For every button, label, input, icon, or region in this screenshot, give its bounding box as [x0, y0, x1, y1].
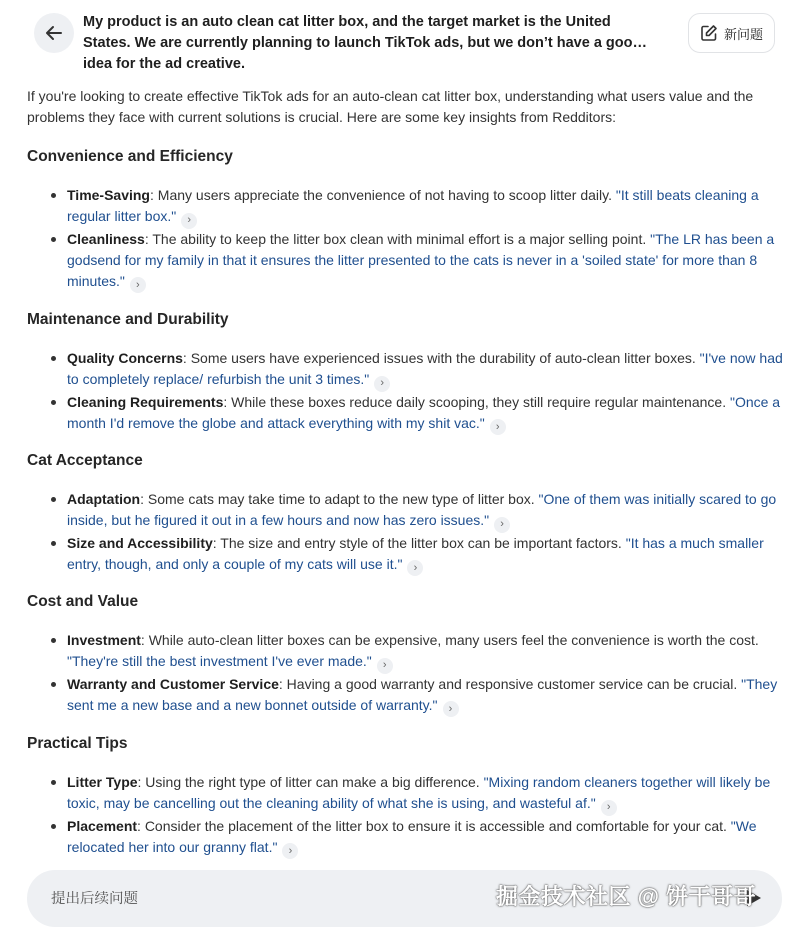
insight-item [27, 674, 787, 718]
new-question-label: 新问题 [723, 26, 763, 42]
section [27, 147, 787, 293]
section-title: Cost and Value [27, 593, 139, 610]
insight-item [27, 229, 787, 294]
question-title: My product is an auto clean cat litter box, and the target market is the United States. We are currently planning to launch TikTok ads, but we don’t have a good idea for the ad creative. [83, 14, 642, 72]
chevron-right-icon[interactable]: › [490, 419, 506, 435]
insight-text: : Using the right type of litter can make a big difference. [137, 774, 484, 790]
section-title: Cat Acceptance [27, 452, 143, 469]
insight-item [27, 630, 787, 674]
insight-item [27, 533, 787, 577]
watermark: 掘金技术社区 @ 饼干哥哥 [496, 884, 757, 909]
insight-term: Investment [67, 632, 141, 648]
insight-text: : Having a good warranty and responsive customer service can be crucial. [278, 675, 742, 692]
section [27, 734, 787, 859]
reddit-quote: "I've now had to completely replace/ refurbish the unit 3 times." [67, 350, 783, 387]
insight-text: : Consider the placement of the litter box to ensure it is accessible and comfortable for your cat. [137, 817, 731, 834]
chevron-right-icon[interactable]: › [377, 658, 393, 674]
insight-list [27, 489, 787, 576]
section [27, 451, 787, 576]
insight-list [27, 630, 787, 717]
insight-term: Time-Saving [67, 187, 150, 203]
reddit-quote: "Once a month I'd remove the globe and attack everything with my shit vac." [67, 393, 781, 431]
chat-header [0, 0, 807, 72]
insight-term: Cleanliness [67, 230, 145, 247]
insight-text: : Some users have experienced issues with the durability of auto-clean litter boxes. [182, 350, 700, 366]
insight-term: Quality Concerns [67, 350, 183, 366]
chevron-right-icon[interactable]: › [494, 517, 510, 533]
chevron-right-icon[interactable]: › [181, 213, 197, 229]
chevron-right-icon[interactable]: › [407, 560, 423, 576]
section-title: Maintenance and Durability [27, 311, 229, 328]
insight-term: Warranty and Customer Service [67, 675, 279, 692]
insight-list [27, 185, 787, 293]
insight-item [27, 185, 787, 229]
reddit-quote: "Mixing random cleaners together will likely be toxic, may be cancelling out the cleaning ability of what she is using, and wasteful af." [67, 774, 771, 811]
insight-term: Placement [67, 817, 138, 834]
insight-term: Litter Type [67, 774, 138, 790]
insight-item [27, 772, 787, 816]
insight-item [27, 816, 787, 860]
insight-item [27, 489, 787, 533]
back-button[interactable] [34, 13, 74, 53]
section [27, 310, 787, 435]
answer-content [27, 86, 787, 857]
section-title: Convenience and Efficiency [27, 148, 233, 165]
insight-term: Adaptation [67, 491, 141, 507]
reddit-quote: "They sent me a new base and a new bonnet outside of warranty." [67, 675, 778, 713]
follow-up-input[interactable] [51, 891, 471, 907]
chevron-right-icon[interactable]: › [443, 701, 459, 717]
chevron-right-icon[interactable]: › [282, 843, 298, 859]
reddit-quote: "The LR has been a godsend for my family in that it ensures the litter presented to the cats is never in a 'soiled state' for more than 8 minutes." [67, 230, 775, 289]
insight-text: : Some cats may take time to adapt to the new type of litter box. [140, 491, 539, 507]
reddit-quote: "It still beats cleaning a regular litter box." [67, 187, 759, 224]
edit-icon [700, 24, 718, 42]
insight-text: : The size and entry style of the litter box can be important factors. [212, 534, 626, 551]
section [27, 592, 787, 717]
chevron-right-icon[interactable]: › [130, 277, 146, 293]
chevron-right-icon[interactable]: › [601, 800, 617, 816]
insight-term: Cleaning Requirements [67, 393, 224, 410]
insight-text: : The ability to keep the litter box clean with minimal effort is a major selling point. [144, 230, 651, 247]
insight-text: : Many users appreciate the convenience of not having to scoop litter daily. [150, 187, 616, 203]
insight-text: : While auto-clean litter boxes can be expensive, many users feel the convenience is worth the cost. [140, 632, 759, 648]
reddit-quote: "They're still the best investment I've ever made." [67, 653, 372, 669]
insight-item [27, 348, 787, 392]
insight-list [27, 772, 787, 859]
new-question-button[interactable] [688, 13, 775, 53]
reddit-quote: "We relocated her into our granny flat." [67, 817, 757, 855]
insight-text: : While these boxes reduce daily scooping, they still require regular maintenance. [223, 393, 730, 410]
insight-item [27, 392, 787, 436]
insight-term: Size and Accessibility [67, 534, 213, 551]
reddit-quote: "It has a much smaller entry, though, and only a couple of my cats will use it." [67, 534, 764, 572]
arrow-left-icon [44, 23, 64, 43]
intro-text: If you're looking to create effective TikTok ads for an auto-clean cat litter box, understanding what users value and the problems they face with current solutions is crucial. Here are some key insights from Redditors: [27, 88, 754, 125]
chevron-right-icon[interactable]: › [374, 376, 390, 392]
reddit-quote: "One of them was initially scared to go inside, but he figured it out in a few hours and now has zero issues." [67, 491, 777, 528]
section-title: Practical Tips [27, 735, 128, 752]
insight-list [27, 348, 787, 435]
